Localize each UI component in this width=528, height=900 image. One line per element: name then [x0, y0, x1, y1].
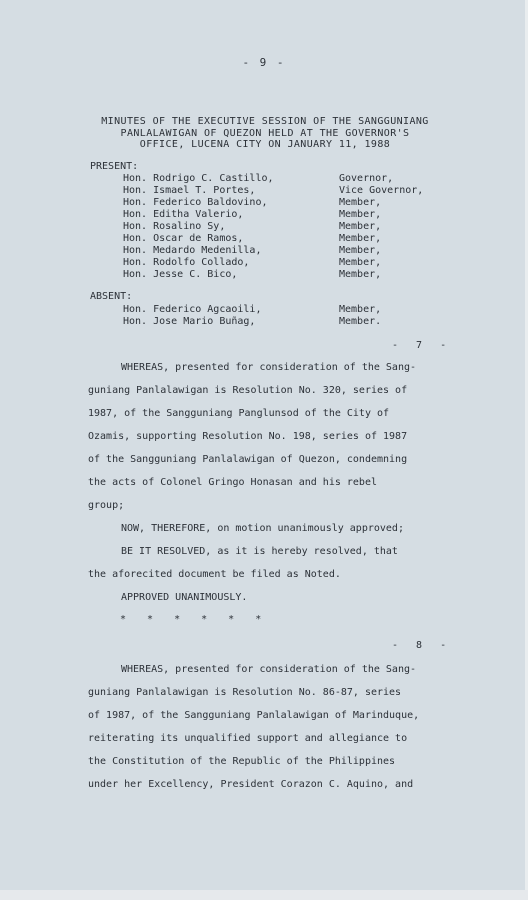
member-name: Hon. Jesse C. Bico, [123, 269, 238, 280]
minutes-title [70, 116, 460, 151]
member-role: Member, [339, 257, 382, 268]
text-line: Ozamis, supporting Resolution No. 198, series of 1987 [88, 431, 408, 442]
text-line: guniang Panlalawigan is Resolution No. 320, series of [88, 385, 408, 396]
title-line: MINUTES OF THE EXECUTIVE SESSION OF THE SANGGUNIANG [101, 116, 429, 127]
text-line: 1987, of the Sangguniang Panglunsod of the City of [88, 408, 390, 419]
member-role: Member. [339, 316, 382, 327]
title-line: PANLALAWIGAN OF QUEZON HELD AT THE GOVERNOR'S [120, 127, 410, 139]
title-line: OFFICE, LUCENA CITY ON JANUARY 11, 1988 [139, 139, 391, 150]
text-line: of 1987, of the Sangguniang Panlalawigan of Marinduque, [88, 710, 420, 721]
member-role: Member, [339, 304, 382, 315]
item-number: - 8 - [392, 640, 453, 651]
member-name: Hon. Rodolfo Collado, [123, 257, 250, 268]
member-role: Member, [339, 245, 382, 256]
text-line: the Constitution of the Republic of the Philippines [88, 756, 396, 767]
text-line: BE IT RESOLVED, as it is hereby resolved, that [121, 546, 398, 557]
text-line: group; [88, 500, 125, 511]
member-role: Member, [339, 209, 382, 220]
absent-label: ABSENT: [90, 291, 133, 302]
separator-stars: * * * * * * [120, 614, 262, 625]
present-label: PRESENT: [90, 161, 139, 172]
item7-whereas [88, 356, 478, 609]
text-line: WHEREAS, presented for consideration of the Sang- [121, 664, 417, 675]
member-role: Member, [339, 197, 382, 208]
text-line: reiterating its unqualified support and allegiance to [88, 733, 408, 744]
text-line: guniang Panlalawigan is Resolution No. 86-87, series [88, 687, 402, 698]
now-therefore-line: NOW, THEREFORE, on motion unanimously approved; [121, 523, 404, 534]
member-role: Member, [339, 269, 382, 280]
member-name: Hon. Jose Mario Buñag, [123, 316, 256, 327]
item8-whereas [88, 658, 478, 796]
member-name: Hon. Medardo Medenilla, [123, 245, 262, 256]
member-role: Member, [339, 221, 382, 232]
approved-line: APPROVED UNANIMOUSLY. [121, 592, 248, 603]
item-number: - 7 - [392, 340, 453, 351]
member-role: Governor, [339, 173, 394, 184]
member-name: Hon. Ismael T. Portes, [123, 185, 256, 196]
text-line: the acts of Colonel Gringo Honasan and his rebel [88, 477, 377, 488]
member-name: Hon. Rodrigo C. Castillo, [123, 173, 274, 184]
member-role: Vice Governor, [339, 185, 424, 196]
text-line: under her Excellency, President Corazon C. Aquino, and [88, 779, 414, 790]
text-line: the aforecited document be filed as Noted. [88, 569, 341, 580]
member-name: Hon. Oscar de Ramos, [123, 233, 244, 244]
member-name: Hon. Federico Agcaoili, [123, 304, 262, 315]
member-name: Hon. Rosalino Sy, [123, 221, 226, 232]
page-number: - 9 - [242, 56, 286, 69]
member-role: Member, [339, 233, 382, 244]
text-line: WHEREAS, presented for consideration of the Sang- [121, 362, 417, 373]
member-name: Hon. Editha Valerio, [123, 209, 244, 220]
text-line: of the Sangguniang Panlalawigan of Quezon, condemning [88, 454, 408, 465]
scanner-footer-strip [0, 890, 528, 900]
member-name: Hon. Federico Baldovino, [123, 197, 268, 208]
